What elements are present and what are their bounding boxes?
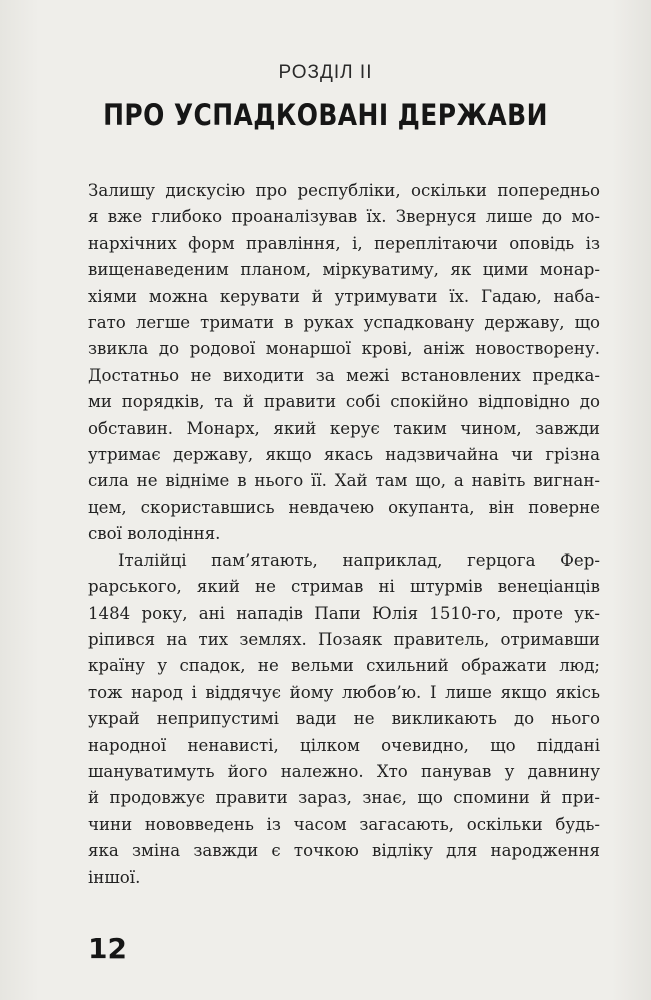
chapter-title: ПРО УСПАДКОВАНІ ДЕРЖАВИ <box>103 98 548 132</box>
paragraph-2 <box>88 548 600 891</box>
text-line: Достатньо не виходити за межі встановлених предка- <box>88 365 600 385</box>
text-line: утримає державу, якщо якась надзвичайна чи грізна <box>88 445 600 465</box>
text-line: Італійці пам’ятають, наприклад, герцога Фер- <box>118 550 600 570</box>
text-line: цем, скориставшись невдачею окупанта, він поверне <box>88 497 600 517</box>
text-line: 1484 року, ані нападів Папи Юлія 1510-го, проте ук- <box>88 603 600 623</box>
text-line: рарського, який не стримав ні штурмів венеціанців <box>88 577 600 597</box>
text-line: звикла до родової монаршої крові, аніж новостворену. <box>88 339 600 359</box>
text-line: країну у спадок, не вельми схильний ображати люд; <box>88 656 600 676</box>
text-line: украй неприпустимі вади не викликають до нього <box>88 709 600 729</box>
text-line: я вже глибоко проаналізував їх. Звернуся лише до мо- <box>88 207 600 227</box>
text-line: ріпився на тих землях. Позаяк правитель, отримавши <box>88 629 600 649</box>
text-line: сила не відніме в нього її. Хай там що, а навіть вигнан- <box>88 471 600 491</box>
paragraph-1 <box>88 178 600 548</box>
chapter-label: РОЗДІЛ II <box>278 62 373 83</box>
text-line: народної ненависті, цілком очевидно, що піддані <box>88 735 600 755</box>
text-line: шануватимуть його належно. Хто панував у давнину <box>88 761 600 781</box>
page-number: 12 <box>88 932 127 965</box>
text-line: хіями можна керувати й утримувати їх. Гадаю, наба- <box>88 286 600 306</box>
text-line: вищенаведеним планом, міркуватиму, як цими монар- <box>88 260 600 280</box>
text-line: іншої. <box>88 867 141 887</box>
body-text <box>88 178 600 891</box>
text-line: чини нововведень із часом загасають, оскільки будь- <box>88 814 600 834</box>
text-line: обставин. Монарх, який керує таким чином, завжди <box>88 418 600 438</box>
text-line: свої володіння. <box>88 524 221 544</box>
text-line: яка зміна завжди є точкою відліку для народження <box>88 841 600 861</box>
text-line: й продовжує правити зараз, знає, що спомини й при- <box>88 788 600 808</box>
text-line: ми порядків, та й правити собі спокійно відповідно до <box>88 392 600 412</box>
text-line: гато легше тримати в руках успадковану державу, що <box>88 313 600 333</box>
text-line: нархічних форм правління, і, переплітаючи оповідь із <box>88 233 600 253</box>
text-line: тож народ і віддячує йому любов’ю. І лише якщо якісь <box>88 682 600 702</box>
text-line: Залишу дискусію про республіки, оскільки попередньо <box>88 181 600 200</box>
